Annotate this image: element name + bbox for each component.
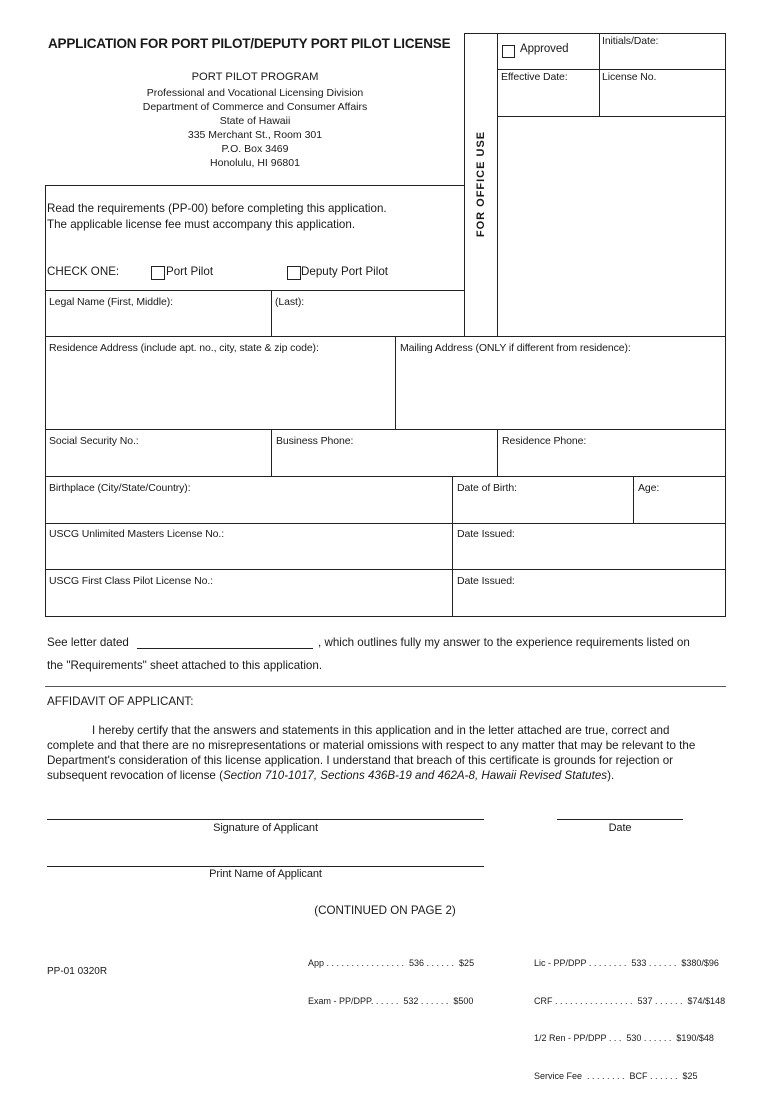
letter-text-part2: , which outlines fully my answer to the experience requirements listed on [318, 636, 690, 649]
uscg-pilot-label: USCG First Class Pilot License No.: [49, 575, 213, 587]
fee-schedule-right [534, 932, 725, 1095]
business-phone-label: Business Phone: [276, 435, 354, 447]
date-line [557, 819, 683, 820]
section-divider [45, 686, 726, 687]
checkbox-square-icon [287, 266, 301, 280]
fee-line: Lic - PP/DPP . . . . . . . . 533 . . . . . . $380/$96 [534, 958, 719, 968]
address-line: 335 Merchant St., Room 301 [187, 129, 323, 141]
residence-address-label: Residence Address (include apt. no., city, state & zip code): [49, 342, 319, 354]
letter-date-field[interactable] [137, 633, 313, 648]
address-line: Professional and Vocational Licensing Division [146, 87, 364, 99]
signature-date-field[interactable] [557, 797, 683, 819]
check-one-label: CHECK ONE: [47, 265, 120, 278]
checkbox-square-icon [502, 45, 515, 58]
program-name: PORT PILOT PROGRAM [191, 71, 319, 83]
ssn-field[interactable] [46, 449, 270, 475]
dob-field[interactable] [453, 496, 632, 522]
date-issued-2-field[interactable] [453, 589, 724, 615]
date-issued-1-field[interactable] [453, 542, 724, 568]
last-name-field[interactable] [272, 310, 463, 336]
last-name-label: (Last): [275, 296, 305, 308]
license-no-field[interactable] [600, 86, 724, 114]
initials-date-label: Initials/Date: [602, 35, 659, 47]
print-name-field[interactable] [47, 844, 484, 866]
letter-date-line [137, 648, 313, 649]
form-title: APPLICATION FOR PORT PILOT/DEPUTY PORT PILOT LICENSE [48, 36, 451, 51]
signature-line [47, 819, 484, 820]
fee-line: CRF . . . . . . . . . . . . . . . . 537 . . . . . . $74/$148 [534, 995, 726, 1006]
address-line: Department of Commerce and Consumer Affairs [142, 101, 368, 113]
date-issued-2-label: Date Issued: [457, 575, 515, 587]
port-pilot-label: Port Pilot [166, 265, 214, 278]
mailing-address-label: Mailing Address (ONLY if different from residence): [400, 342, 631, 354]
fee-line: Exam - PP/DPP. . . . . . 532 . . . . . . $500 [308, 995, 474, 1006]
uscg-masters-label: USCG Unlimited Masters License No.: [49, 528, 225, 540]
residence-phone-field[interactable] [498, 449, 724, 475]
residence-address-field[interactable] [46, 356, 394, 428]
uscg-masters-field[interactable] [46, 542, 451, 568]
continued-note: (CONTINUED ON PAGE 2) [314, 904, 456, 917]
affidavit-line: complete and that there are no misrepresentations or material omissions with respect to any matter that may be relevant to the [47, 739, 696, 752]
port-pilot-checkbox[interactable] [151, 266, 167, 284]
dob-label: Date of Birth: [457, 482, 517, 494]
approved-checkbox[interactable] [502, 44, 517, 62]
approved-label: Approved [520, 43, 569, 55]
statute-citation: Section 710-1017, Sections 436B-19 and 462A-8, Hawaii Revised Statutes [222, 769, 608, 782]
address-line: Honolulu, HI 96801 [210, 157, 300, 169]
print-name-line [47, 866, 484, 867]
affidavit-line [47, 768, 727, 783]
business-phone-field[interactable] [272, 449, 496, 475]
affidavit-text: ). [607, 769, 615, 782]
age-label: Age: [638, 482, 660, 494]
fee-line: Service Fee . . . . . . . . BCF . . . . . . $25 [534, 1070, 698, 1081]
license-no-label: License No. [602, 71, 657, 83]
date-issued-1-label: Date Issued: [457, 528, 515, 540]
date-label: Date [608, 822, 632, 834]
instructions-line-1: Read the requirements (PP-00) before completing this application. [47, 202, 387, 215]
agency-address [46, 86, 464, 170]
address-line: P.O. Box 3469 [221, 143, 289, 155]
effective-date-label: Effective Date: [501, 71, 568, 83]
legal-name-field[interactable] [46, 310, 270, 336]
form-number: PP-01 0320R [47, 966, 108, 977]
print-name-label: Print Name of Applicant [209, 868, 322, 880]
affidavit-heading: AFFIDAVIT OF APPLICANT: [47, 695, 194, 708]
effective-date-field[interactable] [498, 86, 598, 114]
fee-schedule-left [308, 932, 474, 1020]
mailing-address-field[interactable] [396, 356, 724, 428]
letter-text-part3: the "Requirements" sheet attached to this application. [47, 659, 323, 672]
ssn-label: Social Security No.: [49, 435, 139, 447]
age-field[interactable] [634, 496, 724, 522]
legal-name-label: Legal Name (First, Middle): [49, 296, 173, 308]
instructions-line-2: The applicable license fee must accompany this application. [47, 218, 356, 231]
affidavit-text: subsequent revocation of license ( [47, 769, 223, 782]
fee-line: 1/2 Ren - PP/DPP . . . 530 . . . . . . $190/$48 [534, 1033, 714, 1043]
initials-date-field[interactable] [600, 50, 724, 68]
checkbox-square-icon [151, 266, 165, 280]
residence-phone-label: Residence Phone: [502, 435, 587, 447]
uscg-pilot-field[interactable] [46, 589, 451, 615]
letter-text-part1: See letter dated [47, 636, 129, 649]
affidavit-line: I hereby certify that the answers and statements in this application and in the letter attached are true, correct and [92, 724, 670, 737]
signature-field[interactable] [47, 797, 484, 819]
address-line: State of Hawaii [219, 115, 291, 127]
signature-label: Signature of Applicant [213, 822, 318, 834]
birthplace-field[interactable] [46, 496, 451, 522]
affidavit-line: Department's consideration of this license application. I understand that breach of this certificate is grounds for rejection or [47, 754, 674, 767]
fee-line: App . . . . . . . . . . . . . . . . 536 . . . . . . $25 [308, 958, 475, 968]
deputy-port-pilot-label: Deputy Port Pilot [301, 265, 388, 278]
affidavit-body [47, 723, 727, 783]
office-use-label: FOR OFFICE USE [475, 130, 487, 238]
birthplace-label: Birthplace (City/State/Country): [49, 482, 191, 494]
